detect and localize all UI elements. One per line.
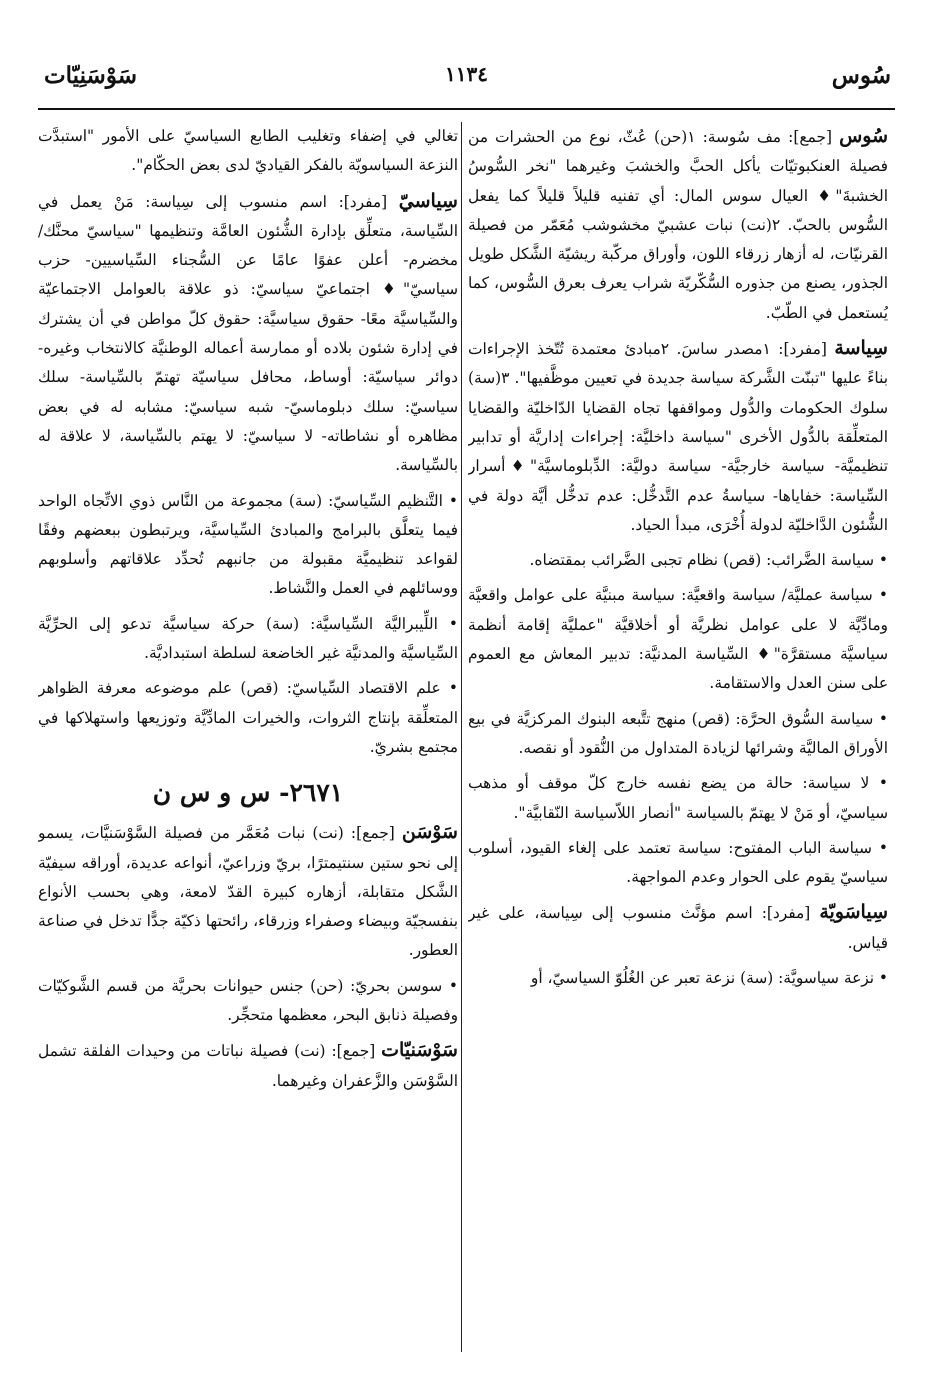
entry-headword: سِياسَويّة: [819, 901, 888, 924]
entry-definition: [جمع]: مف سُوسة: ١(حن) عُثّ، نوع من الحشرات من فصيلة العنكبوتيّات يأكل الحبَّ والخشبَ وغيرهما "نخر السُّوسُ الخشبةَ"♦ العيال سوس المال: أي تفنيه قليلاً قليلاً كما يفعل السُّوس بالحبّ. ٢(نت) نبات عشبيّ مخشوشب مُعَمّر من فصيلة القرنيّات، له أزهار زرقاء اللون، وأوراق مركّبة ريشيّة الشَّكل طويل الجذور، يصنع من جذوره السُّكّريّة شراب يعرف بعرق السُّوس، كما يُستعمل في الطّبّ.: [468, 128, 888, 322]
entry-definition: [مفرد]: اسم مؤنَّث منسوب إلى سِياسة، على غير قياس.: [468, 904, 888, 952]
entry-headword: سُوس: [839, 125, 888, 147]
entry-continuation: تغالي في إضفاء وتغليب الطابع السياسيّ على الأمور "استبدَّت النزعة السياسويّة بالفكر القياديّ لدى بعض الحكّام".: [38, 127, 458, 175]
header-rule: [38, 108, 895, 110]
sub-entry: • سوسن بحريّ: (حن) جنس حيوانات بحريَّة من قسم الشَّوكيّات وفصيلة ذنابق البحر، معظمها متحجِّر.: [38, 976, 458, 1025]
sub-entry: • سياسة السُّوق الحرَّة: (قص) منهج تتَّبعه البنوك المركزيَّة في بيع الأوراق الماليَّة وشرائها لزيادة المتداول من النُّقود أو نقصه.: [468, 709, 888, 757]
entry-definition: [مفرد]: اسم منسوب إلى سِياسة: مَنْ يعمل في السِّياسة، متعلِّق بإدارة الشُّئون العامَّة وتنظيمها "سياسيّ محنَّك/ مخضرم- أعلن عفوًا عامًا عن السُّجناء السِّياسيين- حزب سياسيّ"♦ اجتماعيّ سياسيّ: ذو علاقة بالعوامل الاجتماعيّة والسِّياسيَّة معًا- حقوق سياسيَّة: حقوق كلّ مواطن في أن يشترك في إدارة شئون بلاده أو ممارسة أعماله الوطنيَّة كالانتخاب وغيره- دوائر سياسيّة: أوساط، محافل سياسيّة تهتمّ بالسِّياسة- سلك سياسيّ: سلك دبلوماسيّ- شبه سياسيّ: مشابه له في بعض مظاهره أو نشاطاته- لا سياسيّ: لا يهتم بالسِّياسة، لا علاقة له بالسِّياسة.: [38, 192, 458, 475]
header-guide-word-left: سَوْسَنِيّات: [44, 62, 137, 89]
page-number: ١١٣٤: [445, 62, 488, 86]
sub-entry: • لا سياسة: حالة من يضع نفسه خارج كلّ موقف أو مذهب سياسيّ، أو مَنْ لا يهتمّ بالسياسة "أنصار اللاّسياسة النّقابيَّة".: [468, 774, 888, 822]
dictionary-entry: [38, 187, 458, 481]
sub-entry: • سياسة الضَّرائب: (قص) نظام تجبى الضَّرائب بمقتضاه.: [529, 551, 888, 570]
dictionary-entry: [468, 898, 888, 958]
header-guide-word-right: سُوس: [831, 62, 891, 89]
page-header: [38, 58, 895, 98]
dictionary-entry: [468, 122, 888, 328]
sub-entry: • سياسة الباب المفتوح: سياسة تعتمد على إلغاء القيود، أسلوب سياسيّ يقوم على الحوار وعدم المواجهة.: [468, 838, 888, 887]
entry-definition: [جمع]: (نت) نبات مُعَمَّر من فصيلة السَّوْسَنيَّات، يسمو إلى نحو ستين سنتيمترًا، بريّ وزراعيّ، أنواعه عديدة، أوراقه سيفيّة الشَّكل متقابلة، أزهاره كبيرة القدّ لامعة، وهي بحسب الأنواع بنفسجيّة وبيضاء وصفراء وزرقاء، رائحتها ذكيّة جدًّا تدخل في صناعة العطور.: [38, 824, 458, 960]
dictionary-entry: [468, 334, 888, 540]
entry-headword: سِياسيّ: [398, 189, 458, 212]
column-divider: [461, 122, 462, 1352]
sub-entry: • نزعة سياسويَّة: (سة) نزعة تعبر عن الغُلُوّ السياسيّ، أو: [530, 969, 888, 988]
entry-definition: [مفرد]: ١مصدر ساسَ. ٢مبادئ معتمدة تُتّخذ الإجراءات بناءً عليها "تبنّت الشَّركة سياسة جديدة في تعيين موظَّفيها". ٣(سة) سلوك الحكومات والدُّول ومواقفها تجاه القضايا الدّاخليّة والقضايا المتعلِّقة بالدُّول الأخرى "سياسة داخليَّة: إجراءات إداريَّة أو تدابير تنظيميَّة- سياسة خارجيَّة- سياسة دوليَّة: الدِّبلوماسيَّة"♦أسرار السِّياسة: خفاياها- سياسةُ عدم التَّدخُّل: عدم تدخُّل أيَّة دولة في الشُّئون الدَّاخليّة لدولة أُخْرَى، مبدأ الحياد.: [468, 340, 888, 534]
dictionary-entry: [38, 818, 458, 965]
right-column: [468, 122, 888, 1362]
root-section-heading: ٢٦٧١- س و س ن: [152, 778, 344, 808]
sub-entry: • سياسة عمليَّة/ سياسة واقعيَّة: سياسة مبنيَّة على عوامل واقعيَّة ومادِّيَّة لا على عوامل نظريَّة أو أخلاقيَّة "عمليَّة إقامة أنظمة سياسيَّة مستقرَّة"♦ السِّياسة المدنيَّة: تدبير المعاش مع العموم على سنن العدل والاستقامة.: [468, 586, 888, 693]
dictionary-entry: [38, 1036, 458, 1096]
sub-entry: • التَّنظيم السِّياسيّ: (سة) مجموعة من النَّاس ذوي الاتِّجاه الواحد فيما يتعلَّق بالبرامج والمبادئ السِّياسيَّة، ويرتبطون ببعضهم وفقًا لقواعد تنظيميَّة مقبولة من جانبهم تُحدِّد علاقاتهم وأسلوبهم ووسائلهم في العمل والنَّشاط.: [38, 491, 458, 598]
entry-headword: سَوْسَنيّات: [381, 1039, 458, 1062]
entry-headword: سَوْسَن: [401, 821, 458, 844]
entry-headword: سِياسة: [834, 337, 888, 360]
entry-definition: [جمع]: (نت) فصيلة نباتات من وحيدات الفلقة تشمل السَّوْسَن والزَّعفران وغيرهما.: [38, 1042, 458, 1090]
sub-entry: • اللِّيبراليَّة السِّياسيَّة: (سة) حركة سياسيَّة تدعو إلى الحرِّيَّة السِّياسيَّة والمدنيَّة غير الخاضعة لسلطة استبداديَّة.: [38, 614, 458, 663]
left-column: [38, 122, 458, 1362]
sub-entry: • علم الاقتصاد السِّياسيّ: (قص) علم موضوعه معرفة الظواهر المتعلِّقة بإنتاج الثروات، والخيرات المادِّيَّة وتوزيعها واستهلاكها في مجتمع بشريّ.: [38, 679, 458, 756]
